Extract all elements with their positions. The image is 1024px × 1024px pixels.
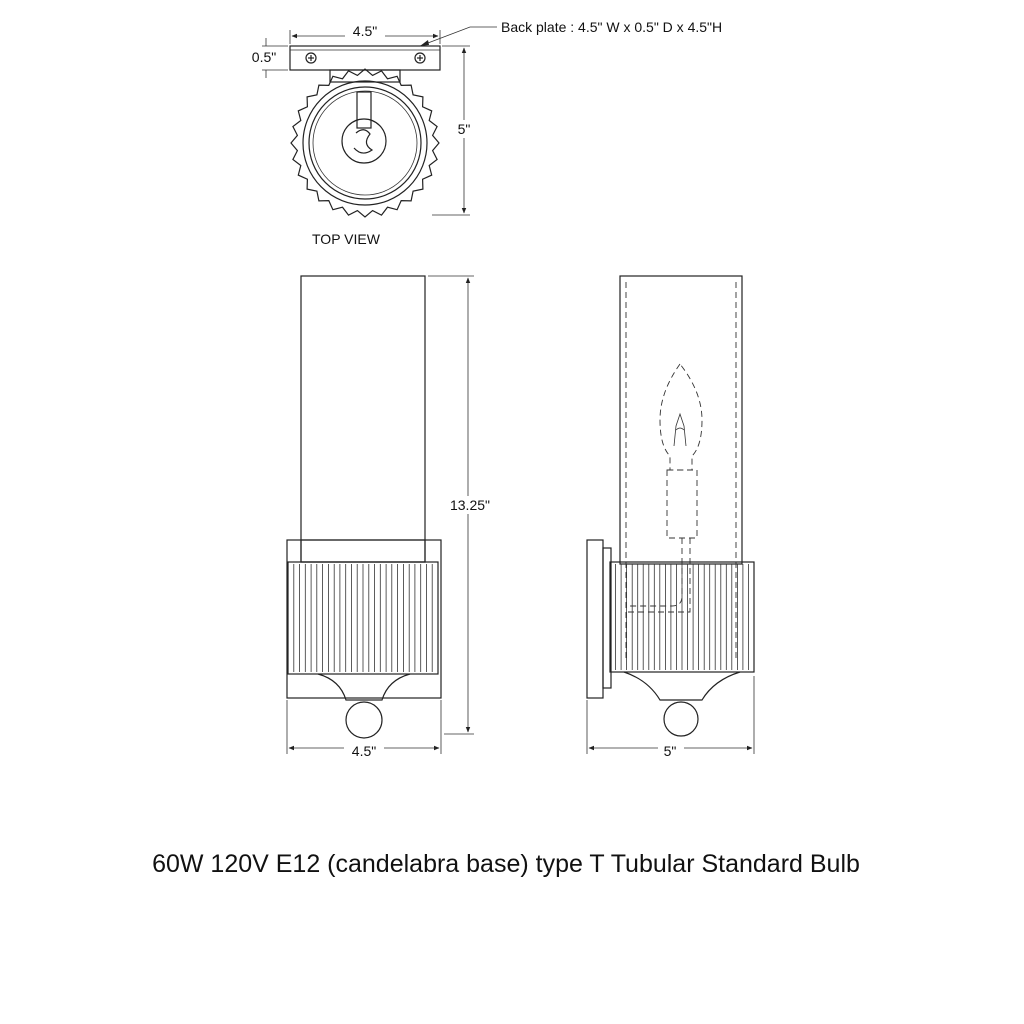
top-view-title: TOP VIEW [312, 231, 380, 247]
glass-shade-front [301, 276, 425, 562]
top-view [252, 19, 722, 247]
side-width-label: 5" [663, 743, 677, 759]
top-height-label: 5" [457, 121, 471, 137]
backplate-note: Back plate : 4.5" W x 0.5" D x 4.5"H [501, 19, 723, 35]
top-depth-label: 0.5" [251, 49, 277, 65]
screw-icon [415, 53, 425, 63]
front-view [287, 276, 494, 759]
top-width-label: 4.5" [352, 23, 378, 39]
backplate-side [587, 540, 603, 698]
front-width-label: 4.5" [351, 743, 377, 759]
glass-shade-side [620, 276, 742, 564]
finial-front [346, 702, 382, 738]
side-view [587, 276, 754, 759]
front-height-label: 13.25" [449, 497, 491, 513]
bulb-spec-caption: 60W 120V E12 (candelabra base) type T Tubular Standard Bulb [152, 850, 860, 878]
screw-icon [306, 53, 316, 63]
finial-side [664, 702, 698, 736]
